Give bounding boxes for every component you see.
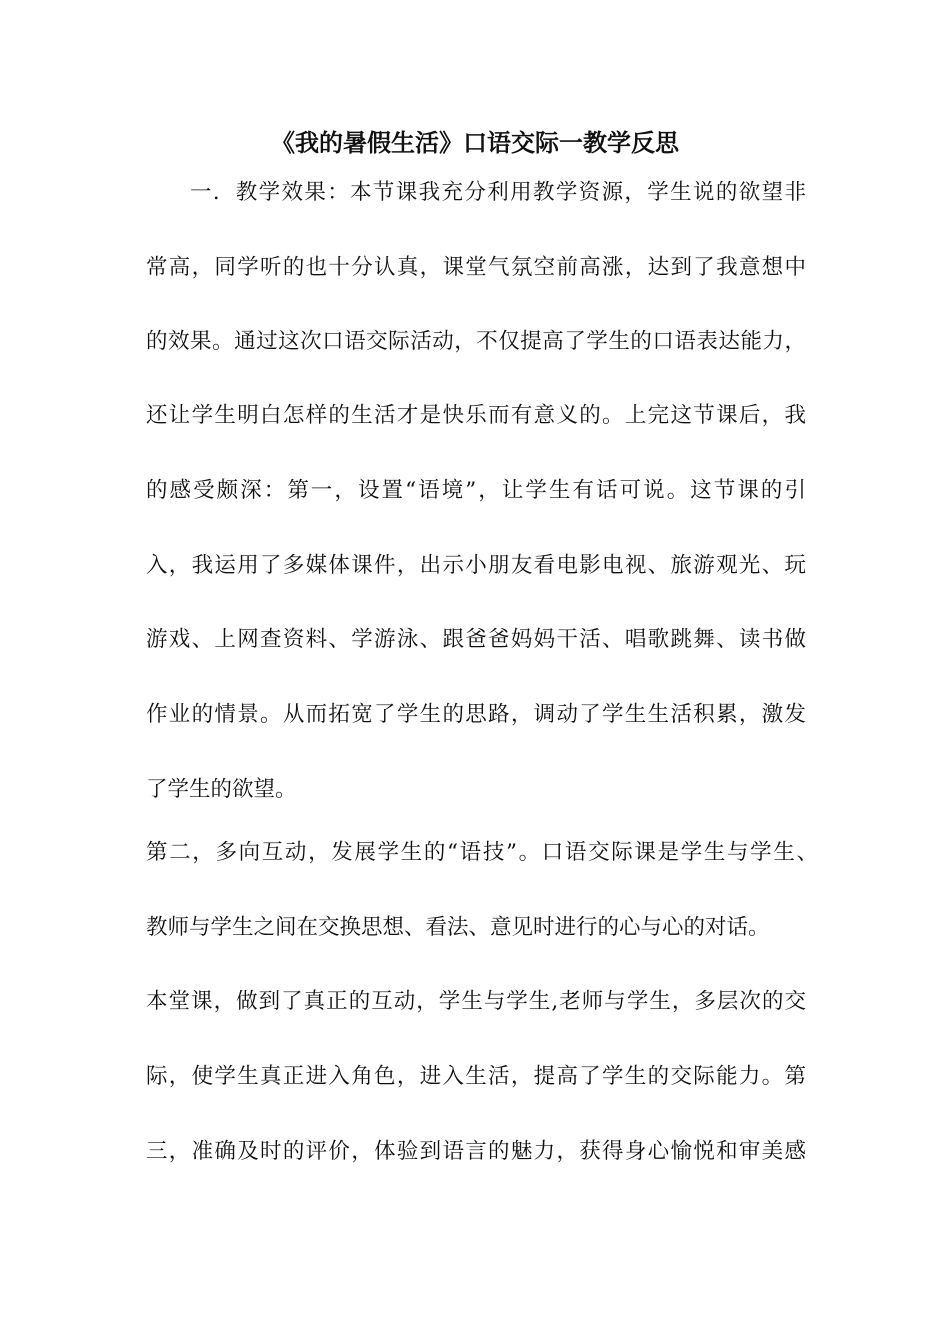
paragraph-line: 三，准确及时的评价，体验到语言的魅力，获得身心愉悦和审美感 — [146, 1139, 806, 1164]
paragraph-line: 教师与学生之间在交换思想、看法、意见时进行的心与心的对话。 — [146, 915, 770, 940]
paragraph-line: 的感受颇深：第一，设置“语境”，让学生有话可说。这节课的引 — [146, 478, 806, 503]
paragraph-line: 际，使学生真正进入角色，进入生活，提高了学生的交际能力。第 — [146, 1064, 806, 1089]
paragraph-line: 常高，同学听的也十分认真，课堂气氛空前高涨，达到了我意想中 — [146, 255, 806, 280]
paragraph-line: 还让学生明白怎样的生活才是快乐而有意义的。上完这节课后，我 — [146, 403, 806, 428]
paragraph-line: 一．教学效果：本节课我充分利用教学资源，学生说的欲望非 — [190, 180, 806, 205]
document-title: 《我的暑假生活》口语交际一教学反思 — [271, 128, 679, 157]
paragraph-line: 作业的情景。从而拓宽了学生的思路，调动了学生生活积累，激发 — [146, 702, 806, 727]
paragraph-line: 入，我运用了多媒体课件，出示小朋友看电影电视、旅游观光、玩 — [146, 553, 806, 578]
paragraph-line: 第二，多向互动，发展学生的“语技”。口语交际课是学生与学生、 — [146, 840, 818, 865]
paragraph-line: 的效果。通过这次口语交际活动，不仅提高了学生的口语表达能力， — [146, 329, 806, 354]
paragraph-line: 了学生的欲望。 — [146, 777, 297, 802]
paragraph-line: 本堂课，做到了真正的互动，学生与学生,老师与学生，多层次的交 — [146, 989, 806, 1014]
paragraph-line: 游戏、上网查资料、学游泳、跟爸爸妈妈干活、唱歌跳舞、读书做 — [146, 627, 806, 652]
